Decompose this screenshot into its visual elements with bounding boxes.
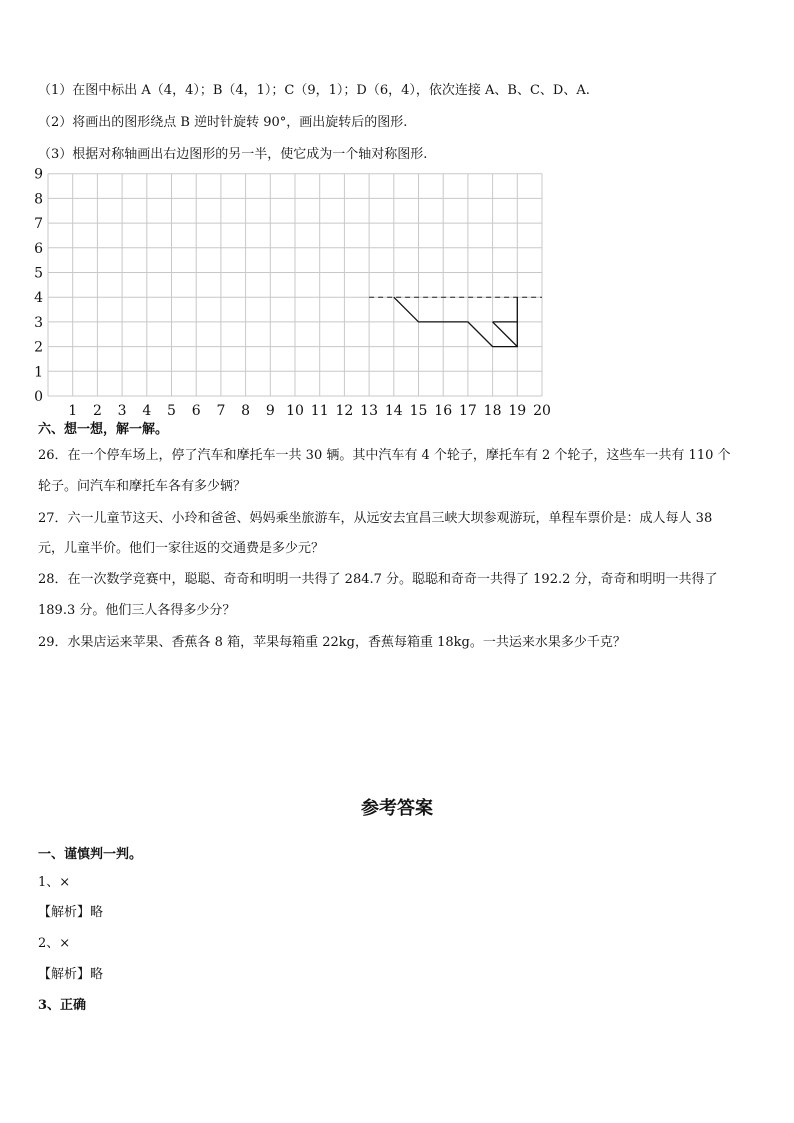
x-tick-label: 10 (286, 403, 304, 419)
x-tick-label: 3 (117, 403, 127, 419)
x-tick-label: 13 (360, 403, 379, 419)
question-29: 29．水果店运来苹果、香蕉各 8 箱，苹果每箱重 22kg，香蕉每箱重 18kg。一共运来水果多少千克？ (38, 635, 626, 650)
x-tick-label: 14 (384, 403, 403, 419)
x-tick-label: 18 (483, 403, 502, 419)
x-tick-label: 5 (167, 403, 176, 419)
answer-2-analysis: 【解析】略 (38, 967, 104, 982)
question-27-line1: 27．六一儿童节这天、小玲和爸爸、妈妈乘坐旅游车，从远安去宜昌三峡大坝参观游玩，单程车票价是：成人每人 38 (38, 511, 713, 526)
answers-title: 参考答案 (361, 798, 433, 819)
instruction-1: （1）在图中标出 A（4，4）；B（4，1）；C（9，1）；D（6，4），依次连接 A、B、C、D、A. (38, 83, 590, 98)
y-tick-label: 0 (34, 389, 43, 405)
question-27-line2: 元，儿童半价。他们一家往返的交通费是多少元？ (38, 541, 325, 556)
coordinate-grid (30, 168, 570, 423)
x-tick-label: 16 (434, 403, 453, 419)
instruction-3: （3）根据对称轴画出右边图形的另一半，使它成为一个轴对称图形. (38, 147, 428, 162)
answer-3: 3、正确 (38, 998, 87, 1013)
x-tick-label: 4 (142, 403, 152, 419)
y-tick-label: 9 (34, 168, 43, 183)
y-tick-label: 3 (34, 314, 43, 331)
x-tick-label: 9 (265, 403, 275, 419)
x-tick-label: 19 (508, 403, 527, 419)
question-28-line1: 28．在一次数学竞赛中，聪聪、奇奇和明明一共得了 284.7 分。聪聪和奇奇一共得了 192.2 分，奇奇和明明一共得了 (38, 572, 718, 587)
answers-section-heading: 一、谨慎判一判。 (38, 847, 143, 862)
x-tick-label: 1 (68, 403, 78, 419)
x-tick-label: 8 (241, 403, 251, 419)
y-tick-label: 4 (34, 290, 43, 307)
y-tick-label: 8 (34, 191, 43, 208)
question-26-line2: 轮子。问汽车和摩托车各有多少辆？ (38, 479, 247, 494)
x-tick-label: 11 (310, 403, 329, 419)
y-tick-label: 6 (34, 240, 43, 257)
x-tick-label: 17 (458, 403, 477, 419)
y-tick-label: 5 (34, 265, 43, 282)
answer-1-analysis: 【解析】略 (38, 905, 104, 920)
answer-2: 2、× (38, 936, 71, 951)
y-tick-label: 7 (34, 216, 43, 233)
x-tick-label: 6 (191, 403, 201, 419)
x-tick-label: 20 (533, 403, 551, 419)
y-tick-label: 1 (34, 364, 43, 381)
instruction-2: （2）将画出的图形绕点 B 逆时针旋转 90°，画出旋转后的图形. (38, 115, 408, 130)
x-tick-label: 12 (335, 403, 354, 419)
section6-heading: 六、想一想，解一解。 (38, 422, 169, 437)
y-tick-label: 2 (34, 339, 43, 356)
x-tick-label: 7 (216, 403, 226, 419)
question-26-line1: 26．在一个停车场上，停了汽车和摩托车一共 30 辆。其中汽车有 4 个轮子，摩托车有 2 个轮子，这些车一共有 110 个 (38, 448, 731, 463)
question-28-line2: 189.3 分。他们三人各得多少分？ (38, 603, 236, 618)
half-shape-diagonal (493, 322, 518, 347)
x-tick-label: 15 (409, 403, 428, 419)
x-tick-label: 2 (92, 403, 102, 419)
answer-1: 1、× (38, 875, 71, 890)
